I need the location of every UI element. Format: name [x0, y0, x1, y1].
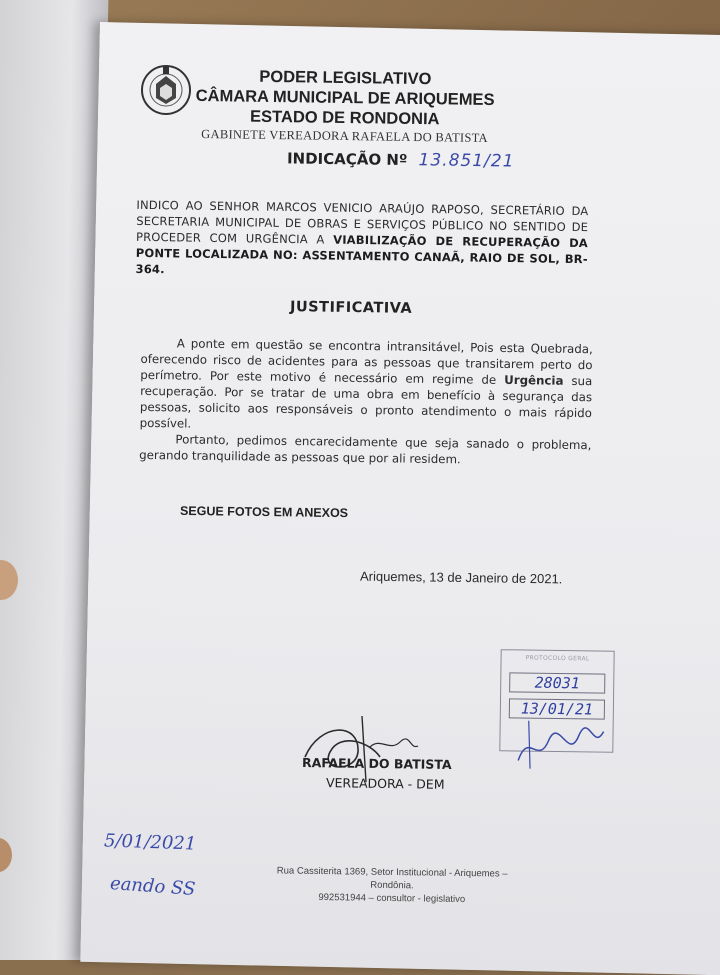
footer-address: Rua Cassiterita 1369, Setor Institucional - Ariquemes – Rondônia. [276, 865, 508, 892]
header-line-4: GABINETE VEREADORA RAFAELA DO BATISTA [201, 126, 489, 145]
indicacao-number: 13.851/21 [418, 150, 515, 172]
header-line-3: ESTADO DE RONDONIA [249, 107, 440, 129]
justificativa-paragraph-1 [140, 335, 593, 437]
indicacao-title [287, 148, 515, 171]
signatory-role: VEREADORA - DEM [325, 775, 445, 792]
handwritten-date: 5/01/2021 [103, 830, 197, 855]
indicacao-label: INDICAÇÃO Nº [286, 149, 408, 170]
attachments-note: SEGUE FOTOS EM ANEXOS [179, 503, 349, 521]
letterhead [189, 66, 500, 146]
request-paragraph [135, 197, 588, 283]
request-bold: VIABILIZAÇÃO DE RECUPERAÇÃO DA PONTE LOCALIZADA NO: ASSENTAMENTO CANAÃ, RAIO DE SOL, BR-364. [135, 232, 589, 277]
footer [262, 864, 523, 907]
protocol-stamp [499, 649, 614, 753]
p1-after: sua recuperação. Por se tratar de uma obra em benefício à segurança das pessoas, solicito aos responsáveis o pronto atendimento o mais rápido possível. [139, 373, 593, 431]
justificativa-body [139, 335, 593, 469]
signatory-name: RAFAELA DO BATISTA [301, 754, 452, 773]
header-line-1: PODER LEGISLATIVO [259, 67, 432, 89]
p1-bold: Urgência [504, 372, 564, 388]
request-plain: INDICO AO SENHOR MARCOS VENICIO ARAÚJO RAPOSO, SECRETÁRIO DA SECRETARIA MUNICIPAL DE OBRAS E SERVIÇOS PÚBLICO NO SENTIDO DE PROCEDER COM URGÊNCIA A [135, 197, 589, 247]
stamp-header: PROTOCOLO GERAL [525, 654, 590, 663]
footer-contact: 992531944 – consultor - legislativo [318, 891, 466, 906]
justificativa-paragraph-2: Portanto, pedimos encarecidamente que seja sanado o problema, gerando tranquilidade as pessoas que por ali residem. [139, 432, 592, 467]
stamp-signature-icon [508, 720, 609, 771]
legislative-seal-icon [136, 58, 194, 120]
header-line-2: CÂMARA MUNICIPAL DE ARIQUEMES [195, 86, 495, 110]
dateline: Ariquemes, 13 de Janeiro de 2021. [359, 568, 563, 587]
handwritten-initials: eando SS [109, 873, 197, 900]
p1-before: A ponte em questão se encontra intransitável, Pois esta Quebrada, oferecendo risco de acidentes para as pessoas que transitarem perto do perímetro. Por este motivo é necessário em regime de [140, 336, 593, 387]
stamp-date: 13/01/21 [509, 698, 605, 719]
stamp-number: 28031 [509, 672, 605, 693]
justificativa-title: JUSTIFICATIVA [289, 299, 413, 317]
